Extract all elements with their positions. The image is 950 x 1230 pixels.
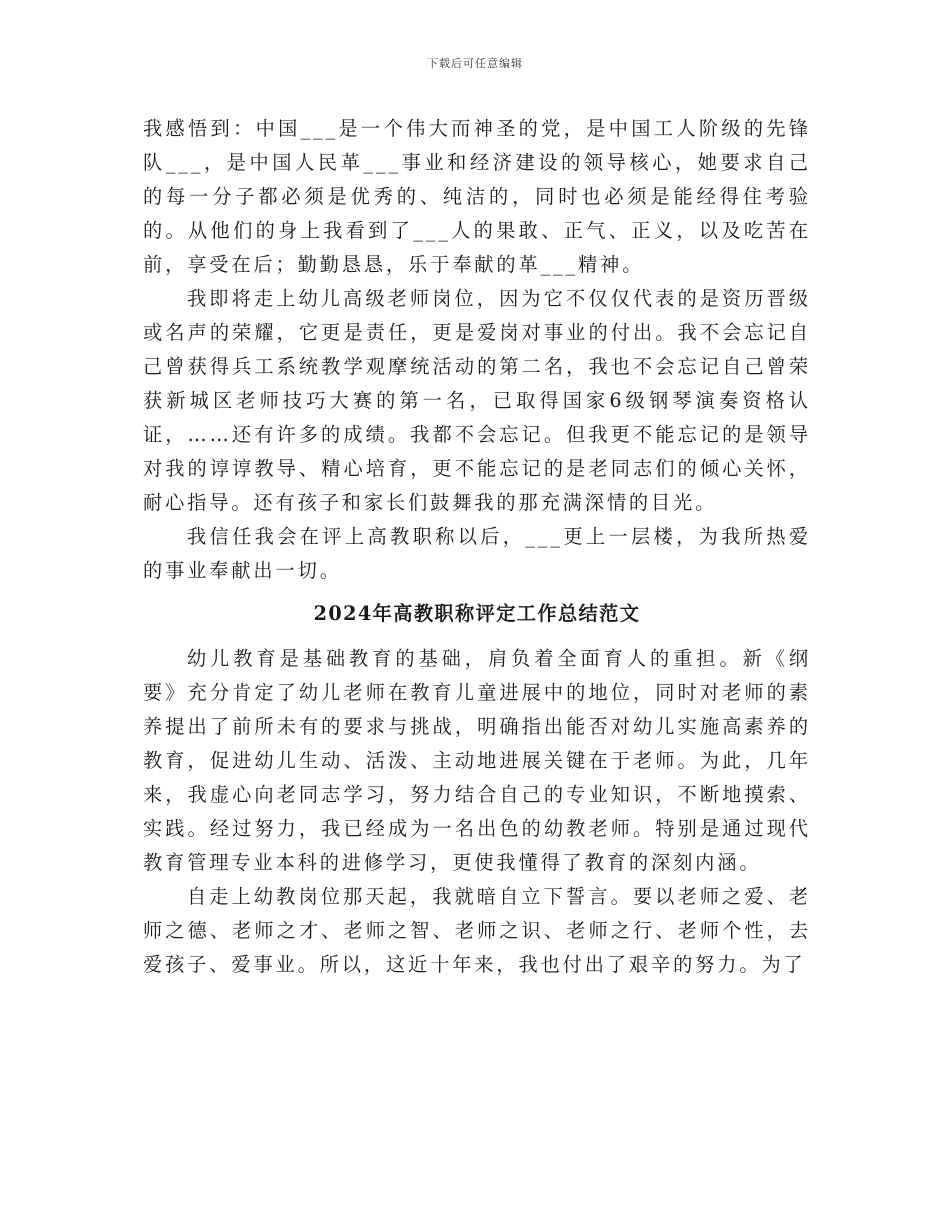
paragraph-vow: 自走上幼教岗位那天起，我就暗自立下誓言。要以老师之爱、老师之德、老师之才、老师之智、老师之识、老师之行、老师个性，去爱孩子、爱事业。所以，这近十年来，我也付出了艰辛的努力。为了	[143, 885, 811, 976]
section-title: 2024年高教职称评定工作总结范文	[313, 602, 641, 625]
page-header: 下载后可任意编辑	[427, 57, 523, 70]
document-body	[143, 112, 811, 982]
paragraph-party-reflection: 我感悟到：中国___是一个伟大而神圣的党，是中国工人阶级的先锋队___，是中国人民革___事业和经济建设的领导核心，她要求自己的每一分子都必须是优秀的、纯洁的，同时也必须是能经得住考验的。从他们的身上我看到了___人的果敢、正气、正义，以及吃苦在前，享受在后；勤勤恳恳，乐于奉献的革___精神。	[143, 117, 811, 276]
paragraph-early-education: 幼儿教育是基础教育的基础，肩负着全面育人的重担。新《纲要》充分肯定了幼儿老师在教育儿童进展中的地位，同时对老师的素养提出了前所未有的要求与挑战，明确指出能否对幼儿实施高素养的教育，促进幼儿生动、活泼、主动地进展关键在于老师。为此，几年来，我虚心向老同志学习，努力结合自己的专业知识，不断地摸索、实践。经过努力，我已经成为一名出色的幼教老师。特别是通过现代教育管理专业本科的进修学习，更使我懂得了教育的深刻内涵。	[143, 647, 811, 874]
paragraph-senior-teacher-post: 我即将走上幼儿高级老师岗位，因为它不仅仅代表的是资历晋级或名声的荣耀，它更是责任，更是爱岗对事业的付出。我不会忘记自己曾获得兵工系统教学观摩统活动的第二名，我也不会忘记自己曾荣获新城区老师技巧大赛的第一名，已取得国家6级钢琴演奏资格认证，……还有许多的成绩。我都不会忘记。但我更不能忘记的是领导对我的谆谆教导、精心培育，更不能忘记的是老同志们的倾心关怀，耐心指导。还有孩子和家长们鼓舞我的那充满深情的目光。	[143, 287, 811, 514]
paragraph-future-commitment: 我信任我会在评上高教职称以后，___更上一层楼，为我所热爱的事业奉献出一切。	[143, 525, 811, 582]
